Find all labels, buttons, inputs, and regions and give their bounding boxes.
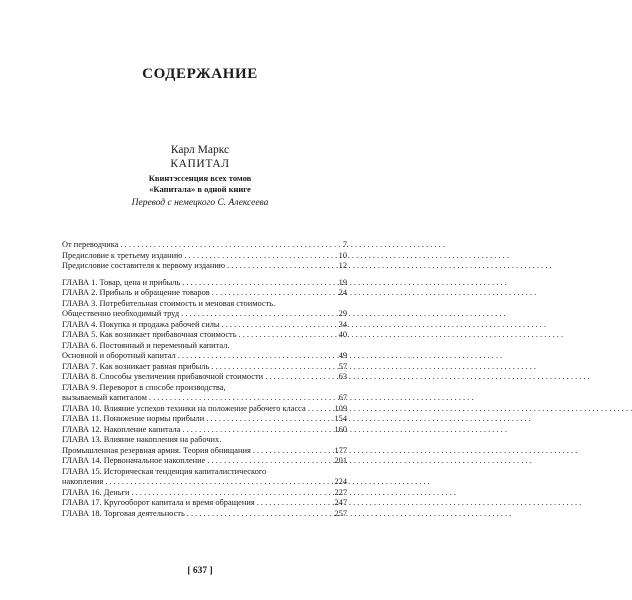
- chapter-entry: [62, 498, 347, 509]
- chapter-entry-page: 34: [338, 319, 347, 329]
- dot-leader: [222, 320, 333, 331]
- toc-entry-title: Предисловие составителя к первому изданию: [62, 261, 226, 270]
- chapter-entry-page: 109: [334, 403, 347, 413]
- dot-leader: [308, 404, 333, 415]
- chapter-entry: [62, 509, 347, 520]
- chapter-entry-title: ГЛАВА 2. Прибыль и обращение товаров: [62, 288, 210, 297]
- chapter-entry-page: 29: [338, 309, 347, 318]
- chapter-entry-title: ГЛАВА 8. Способы увеличения прибавочной стоимости: [62, 372, 264, 381]
- dot-leader: [181, 309, 333, 320]
- page-heading: СОДЕРЖАНИЕ: [142, 66, 258, 82]
- page-number: [ 637 ]: [187, 566, 213, 576]
- chapter-entry-title: ГЛАВА 10. Влияние успехов техники на положение рабочего класса: [62, 403, 306, 413]
- chapter-entry-page: 67: [338, 393, 347, 402]
- chapter-entry-title: Промышленная резервная армия. Теория обнищания: [62, 445, 251, 455]
- dot-leader: [265, 372, 333, 383]
- dot-leader: [149, 393, 333, 404]
- chapter-entry-title: ГЛАВА 7. Как возникает равная прибыль: [62, 361, 210, 371]
- chapter-entry-title: накопления: [62, 477, 104, 486]
- chapter-entry-page: 63: [338, 372, 347, 381]
- chapter-list: [62, 278, 347, 520]
- dot-leader: [257, 498, 333, 509]
- dot-leader: [182, 278, 333, 289]
- chapter-entry: [62, 320, 347, 331]
- chapter-entry: [62, 446, 347, 457]
- dot-leader: [187, 509, 333, 520]
- dot-leader: [206, 414, 332, 425]
- chapter-entry-title: ГЛАВА 1. Товар, цена и прибыль: [62, 277, 181, 287]
- chapter-entry: [62, 477, 347, 488]
- book-title: КАПИТАЛ: [170, 158, 230, 170]
- chapter-entry-title: вызываемый капиталом: [62, 393, 147, 402]
- book-subtitle-line2: «Капитала» в одной книге: [149, 184, 251, 194]
- chapter-entry-title: ГЛАВА 14. Первоначальное накопление: [62, 456, 206, 465]
- chapter-entry-page: 19: [338, 277, 347, 287]
- toc-entry-title: От переводчика: [62, 240, 119, 249]
- dot-leader: [182, 425, 332, 436]
- chapter-entry-title: ГЛАВА 12. Накопление капитала: [62, 424, 181, 434]
- chapter-entry-title: ГЛАВА 17. Кругооборот капитала и время обращения: [62, 498, 255, 507]
- toc-entry: [62, 251, 347, 262]
- chapter-entry: [62, 404, 347, 415]
- chapter-entry-page: 24: [338, 288, 347, 297]
- chapter-entry-title: ГЛАВА 18. Торговая деятельность: [62, 508, 185, 518]
- chapter-entry-page: 247: [334, 498, 347, 507]
- toc-entry-page: 10: [338, 250, 347, 260]
- chapter-entry: [62, 488, 347, 499]
- chapter-entry: [62, 393, 347, 404]
- dot-leader: [131, 488, 332, 499]
- book-author: Карл Маркс: [170, 144, 230, 156]
- dot-leader: [184, 251, 333, 262]
- chapter-entry: [62, 330, 347, 341]
- chapter-entry-title: ГЛАВА 11. Понижение нормы прибыли: [62, 414, 205, 423]
- chapter-entry-page: 154: [334, 414, 347, 423]
- dot-leader: [239, 330, 333, 341]
- chapter-entry: [62, 372, 347, 383]
- chapter-entry-page: 160: [334, 424, 347, 434]
- chapter-entry: [62, 456, 347, 467]
- book-subtitle-line1: Квинтэссенция всех томов: [148, 173, 252, 183]
- dot-leader: [207, 456, 332, 467]
- chapter-entry: [62, 278, 347, 289]
- toc-entry: [62, 240, 347, 251]
- chapter-entry-page: 57: [338, 361, 347, 371]
- chapter-entry-page: 224: [334, 477, 347, 486]
- chapter-entry-page: 227: [334, 487, 347, 497]
- chapter-entry-title-line: ГЛАВА 15. Историческая тенденция капиталистического: [62, 466, 267, 476]
- chapter-entry-title: Общественно необходимый труд: [62, 309, 180, 318]
- chapter-entry-page: 257: [334, 508, 347, 518]
- dot-leader: [178, 351, 333, 362]
- dot-leader: [120, 240, 333, 251]
- dot-leader: [105, 477, 332, 488]
- chapter-entry-title: ГЛАВА 4. Покупка и продажа рабочей силы: [62, 319, 220, 329]
- dot-leader: [227, 261, 333, 272]
- chapter-entry-page: 49: [338, 351, 347, 360]
- chapter-entry-title-line: ГЛАВА 9. Переворот в способе производства,: [62, 382, 226, 392]
- chapter-entry: [62, 362, 347, 373]
- chapter-entry-page: 40: [338, 330, 347, 339]
- chapter-entry-title: ГЛАВА 5. Как возникает прибавочная стоимость: [62, 330, 237, 339]
- toc-entry-title: Предисловие к третьему изданию: [62, 250, 183, 260]
- chapter-entry-page: 201: [334, 456, 347, 465]
- chapter-entry: [62, 288, 347, 299]
- chapter-entry-title-line: ГЛАВА 13. Влияние накопления на рабочих.: [62, 435, 222, 444]
- dot-leader: [212, 288, 333, 299]
- toc-entry-page: 12: [338, 261, 347, 270]
- dot-leader: [211, 362, 333, 373]
- chapter-entry: [62, 309, 347, 320]
- chapter-entry-title-line: ГЛАВА 6. Постоянный и переменный капитал.: [62, 340, 230, 350]
- chapter-entry: [62, 425, 347, 436]
- chapter-entry-title: Основной и оборотный капитал: [62, 351, 176, 360]
- table-of-contents: [62, 240, 347, 519]
- chapter-entry-title: ГЛАВА 16. Деньги: [62, 487, 130, 497]
- front-matter-list: [62, 240, 347, 272]
- chapter-entry: [62, 414, 347, 425]
- book-translator: Перевод с немецкого С. Алексеева: [131, 198, 269, 208]
- book-info: [0, 143, 400, 210]
- chapter-entry-page: 177: [334, 445, 347, 455]
- chapter-entry-title-line: ГЛАВА 3. Потребительная стоимость и меновая стоимость.: [62, 298, 276, 308]
- toc-entry: [62, 261, 347, 272]
- toc-entry-page: 7: [342, 240, 347, 249]
- dot-leader: [253, 446, 333, 457]
- chapter-entry: [62, 351, 347, 362]
